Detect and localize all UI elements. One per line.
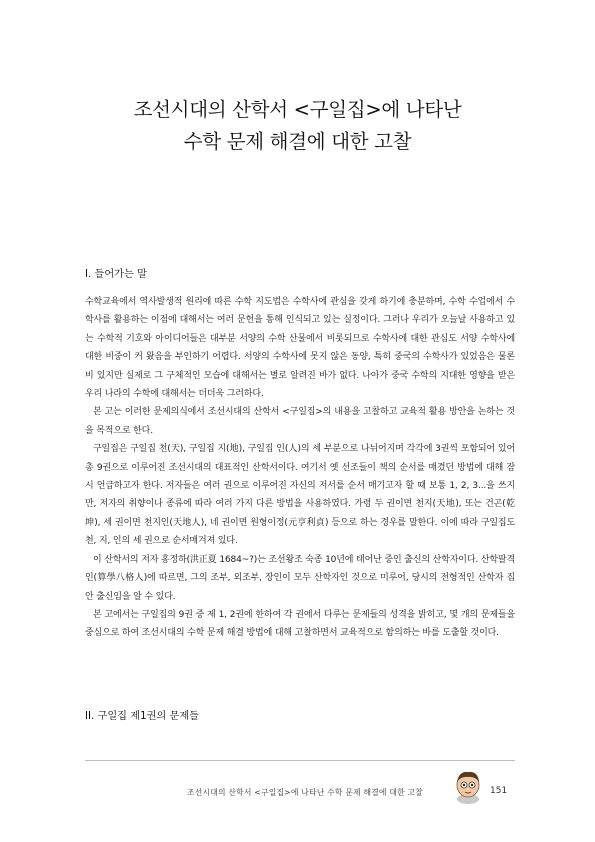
page-number: 151 (490, 786, 508, 796)
paragraph-3: 구일집은 구일집 천(天), 구일집 지(地), 구일집 인(人)의 세 부분으로 나뉘어지며 각각에 3권씩 포함되어 있어 총 9권으로 이루어진 조선시대의 대표적인 산학서이다. 여기서 옛 선조들이 책의 순서를 매겼던 방법에 대해 잠시 언급하고자 한다. 저자들은 여러 권으로 이루어진 자신의 저서를 순서 매기고자 할 때 보통 1, 2, 3...을 쓰지만, 저자의 취향이나 종류에 따라 여러 가지 다른 방법을 사용하였다. 가령 두 권이면 천지(天地), 또는 건곤(乾坤), 세 권이면 천지인(天地人), 네 권이면 원형이정(元亨利貞) 등으로 하는 경우를 말한다. 이에 따라 구일집도 천, 지, 인의 세 권으로 순서매겨져 있다. (85, 444, 515, 547)
body-text (85, 293, 515, 643)
footer-divider (85, 760, 515, 761)
title-line-1: 조선시대의 산학서 <구일집>에 나타난 (133, 98, 462, 121)
paragraph-4: 이 산학서의 저자 홍정하(洪正夏 1684~?)는 조선왕조 숙종 10년에 태어난 중인 출신의 산학자이다. 산학팔격인(算學八格人)에 따르면, 그의 조부, 외조부, 장인이 모두 산학자인 것으로 미루어, 당시의 전형적인 산학자 집안 출신임을 알 수 있다. (85, 554, 515, 602)
running-footer: 조선시대의 산학서 <구일집>에 나타난 수학 문제 해결에 대한 고찰 (187, 788, 423, 797)
paragraph-2: 본 고는 이러한 문제의식에서 조선시대의 산학서 <구일집>의 내용을 고찰하고 교육적 활용 방안을 논하는 것을 목적으로 한다. (85, 407, 515, 436)
paragraph-1: 수학교육에서 역사발생적 원리에 따른 수학 지도법은 수학사에 관심을 갖게 하기에 충분하며, 수학 수업에서 수학사를 활용하는 이점에 대해서는 여러 문헌을 통해 인식되고 있는 실정이다. 그러나 우리가 오늘날 사용하고 있는 수학적 기호와 아이디어들은 대부분 서양의 수학 산물에서 비롯되므로 수학사에 대한 관심도 서양 수학사에 대한 비중이 커 왔음을 부인하기 어렵다. 서양의 수학사에 못지 않은 동양, 특히 중국의 수학사가 있었음은 물론 비 있지만 실제로 그 구체적인 모습에 대해서는 별로 알려진 바가 없다. 나아가 중국 수학의 지대한 영향을 받은 우리 나라의 수학에 대해서는 더더욱 그러하다. (85, 297, 515, 400)
mascot-icon (451, 768, 485, 804)
section-heading-1: I. 들어가는 말 (85, 269, 147, 280)
paragraph-5: 본 고에서는 구일집의 9권 중 제 1, 2권에 한하여 각 권에서 다루는 문제들의 성격을 밝히고, 몇 개의 문제들을 중심으로 하여 조선시대의 수학 문제 해결 방법에 대해 고찰하면서 교육적으로 함의하는 바를 도출할 것이다. (85, 609, 515, 639)
section-heading-2: II. 구일집 제1권의 문제들 (85, 711, 200, 722)
title-line-2: 수학 문제 해결에 대한 고찰 (183, 130, 412, 153)
